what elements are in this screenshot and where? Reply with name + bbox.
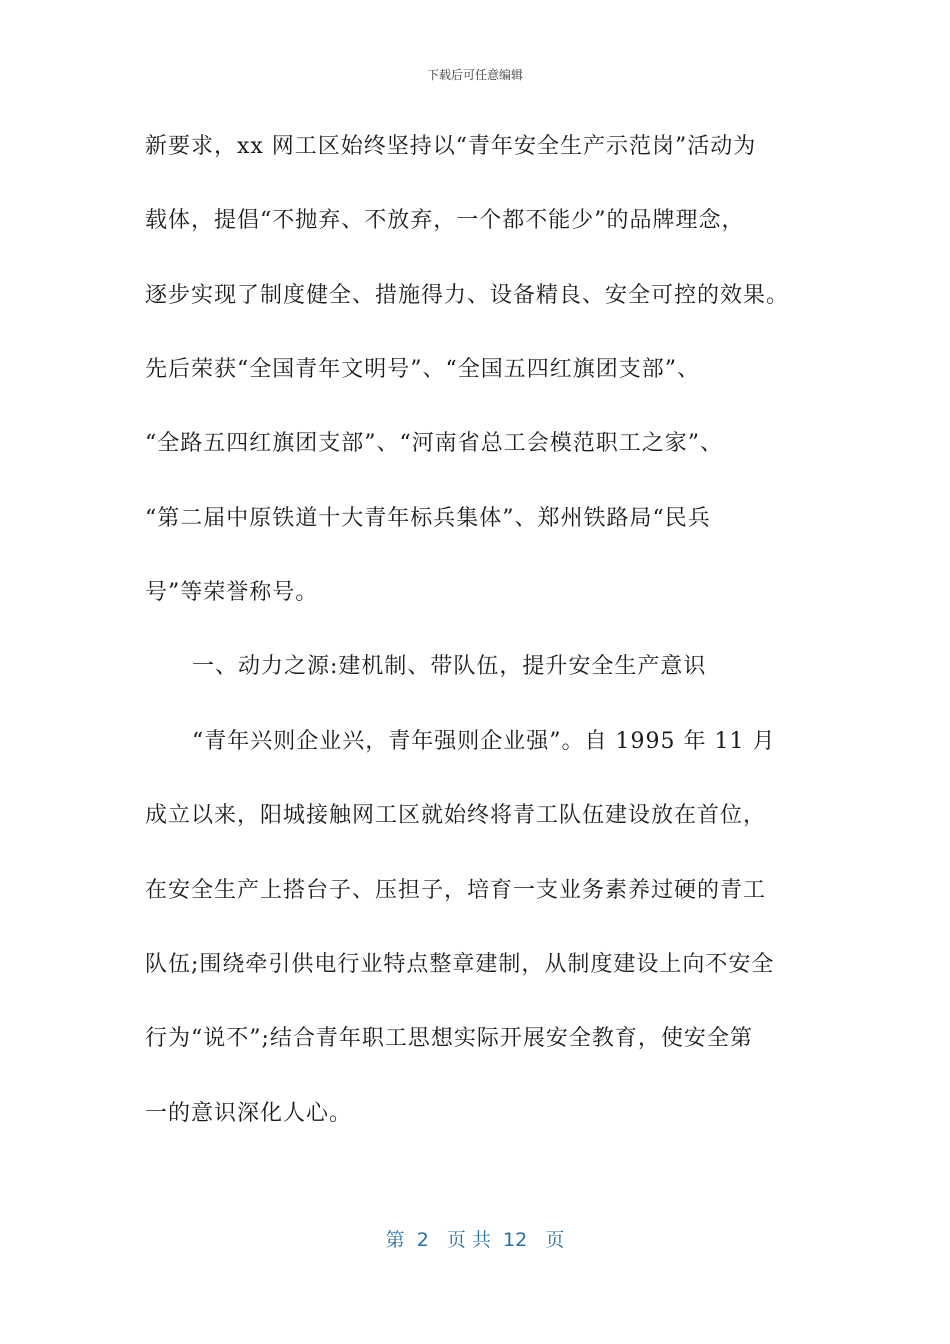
- body-line: 先后荣获“全国青年文明号”、“全国五四红旗团支部”、: [145, 357, 700, 382]
- body-line: 成立以来，阳城接触网工区就始终将青工队伍建设放在首位，: [145, 803, 767, 828]
- body-line: 新要求，xx 网工区始终坚持以“青年安全生产示范岗”活动为: [145, 134, 757, 159]
- page-header: 下载后可任意编辑: [426, 68, 523, 82]
- section-heading: 一、动力之源:建机制、带队伍，提升安全生产意识: [192, 654, 707, 679]
- body-line: “全路五四红旗团支部”、“河南省总工会模范职工之家”、: [145, 431, 723, 456]
- body-line: 队伍;围绕牵引供电行业特点整章建制，从制度建设上向不安全: [145, 952, 775, 977]
- body-line: 行为“说不”;结合青年职工思想实际开展安全教育，使安全第: [145, 1026, 753, 1051]
- body-line: 一的意识深化人心。: [145, 1101, 353, 1126]
- page-number-footer: 第 2 页 共 12 页: [385, 1229, 565, 1251]
- body-line: 在安全生产上搭台子、压担子，培育一支业务素养过硬的青工: [145, 878, 767, 903]
- body-line: 载体，提倡“不抛弃、不放弃，一个都不能少”的品牌理念，: [145, 208, 745, 233]
- body-line: “青年兴则企业兴，青年强则企业强”。自 1995 年 11 月: [192, 729, 776, 754]
- body-line: 号”等荣誉称号。: [145, 580, 319, 605]
- body-line: 逐步实现了制度健全、措施得力、设备精良、安全可控的效果。: [145, 283, 790, 308]
- body-line: “第二届中原铁道十大青年标兵集体”、郑州铁路局“民兵: [145, 506, 711, 531]
